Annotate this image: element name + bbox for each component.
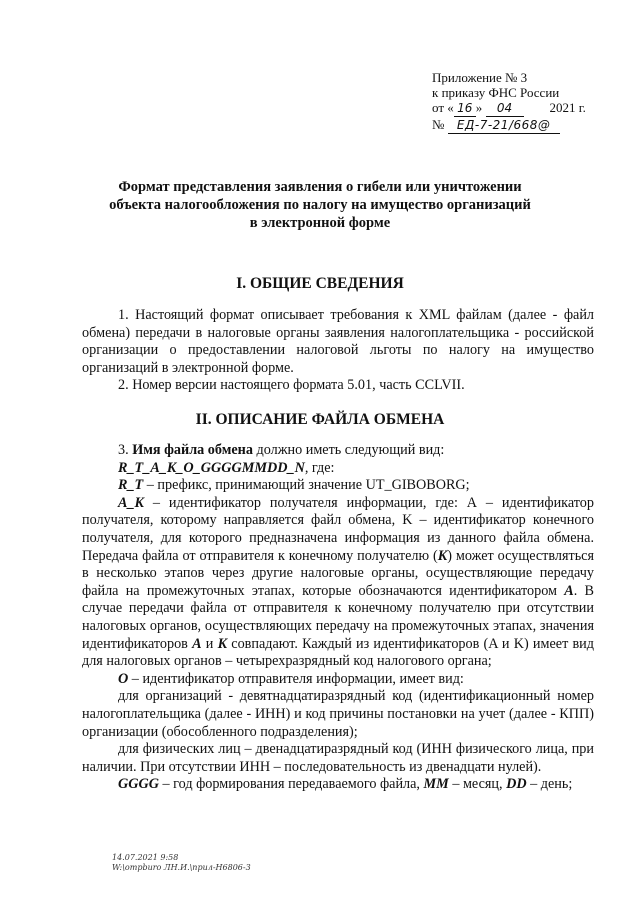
o-definition: O – идентификатор отправителя информации, имеет вид: [118, 670, 464, 687]
handwritten-month: 04 [486, 101, 524, 117]
footer-timestamp: 14.07.2021 9:58 [112, 853, 179, 862]
document-title: Формат представления заявления о гибели или уничтожении объекта налогообложения по налогу на имущество организаций в электронной форме [109, 179, 531, 231]
paragraph-3: 3. Имя файла обмена должно иметь следующий вид: [118, 442, 445, 458]
section2-heading: II. ОПИСАНИЕ ФАЙЛА ОБМЕНА [195, 411, 445, 428]
appendix-number: № ЕД-7-21/668@ [432, 117, 602, 134]
section1-body [82, 307, 594, 395]
org-definition: для организаций - девятнадцатиразрядный код (идентификационный номер налогоплательщика (далее - ИНН) и код причины постановки на учет (далее - КПП) организации (обособленного подразделения); [82, 688, 594, 740]
ak-definition: A_K – идентификатор получателя информации, где: А – идентификатор получателя, которому направляется файл обмена, K – идентификатор конечного получателя, для которого предназначена информация из данного файла обмена. Передача файла от отправителя к конечному получателю (K) может осуществляться в несколько этапов через другие налоговые органы, осуществляющие передачу файла на промежуточных этапах, которые обозначаются идентификатором А. В случае передачи файла от отправителя к конечному получателю при отсутствии налоговых органов, осуществляющих передачу на промежуточных этапах, значения идентификаторов А и K совпадают. Каждый из идентификаторов (A и K) имеет вид для налоговых органов – четырехразрядный код налогового органа; [82, 494, 595, 670]
paragraph-1: 1. Настоящий формат описывает требования к XML файлам (далее - файл обмена) передачи в налоговые органы заявления налогоплательщика - российской организации о предоставлении налоговой льготы по налогу на имущество организаций в электронной форме. [82, 307, 594, 376]
file-name-pattern: R_T_A_K_O_GGGGMMDD_N, где: [118, 459, 335, 476]
section1-heading: I. ОБЩИЕ СВЕДЕНИЯ [236, 275, 404, 292]
rt-definition: R_T – префикс, принимающий значение UT_GIBOBORG; [118, 477, 470, 494]
footer-path: W:\ompburo ЛН.И.\прил-Н6806-3 [112, 863, 251, 872]
paragraph-2: 2. Номер версии настоящего формата 5.01, часть CCLVII. [118, 377, 465, 394]
individual-definition: для физических лиц – двенадцатиразрядный код (ИНН физического лица, при наличии. При отсутствии ИНН – последовательность из двенадцати нулей). [82, 741, 594, 775]
footer-meta [112, 853, 251, 873]
appendix-order: к приказу ФНС России [432, 85, 560, 100]
date-definition: GGGG – год формирования передаваемого файла, MM – месяц, DD – день; [118, 776, 573, 793]
section2-body [82, 442, 594, 794]
handwritten-day: 16 [454, 101, 476, 117]
appendix-block [432, 70, 602, 134]
handwritten-number: ЕД-7-21/668@ [448, 118, 560, 134]
appendix-date: от « 16 » 04 2021 г. [432, 100, 586, 115]
appendix-title: Приложение № 3 [432, 70, 528, 85]
